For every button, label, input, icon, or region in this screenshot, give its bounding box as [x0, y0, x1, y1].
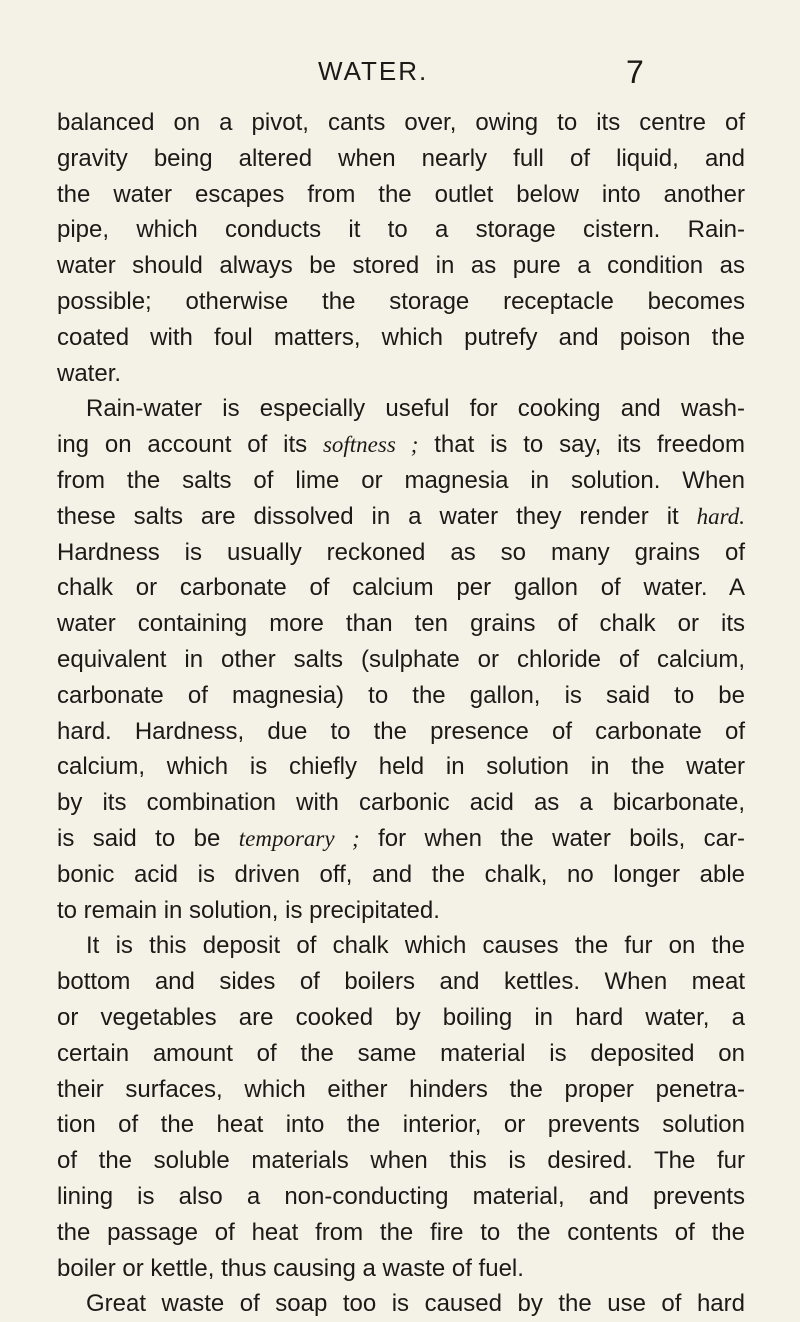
text-line — [57, 463, 745, 499]
text-line — [57, 105, 745, 141]
italic-term: hard. — [696, 503, 745, 529]
text-run: is said to be — [57, 824, 239, 852]
text-line — [57, 1143, 745, 1179]
text-run: that is to say, its freedom — [418, 431, 746, 459]
text-line — [57, 1036, 745, 1072]
text-line — [57, 284, 745, 320]
text-run: the water escapes from the outlet below into another — [57, 180, 745, 208]
text-run: water should always be stored in as pure a condition as — [57, 252, 745, 280]
text-line — [57, 893, 745, 929]
text-run: tion of the heat into the interior, or prevents solution — [57, 1111, 745, 1139]
text-run: lining is also a non-conducting material, and prevents — [57, 1182, 745, 1210]
text-line — [57, 391, 745, 427]
page-number: 7 — [626, 54, 644, 90]
text-line — [57, 212, 745, 248]
text-run: Hardness is usually reckoned as so many grains of — [57, 538, 745, 566]
text-run: or vegetables are cooked by boiling in hard water, a — [57, 1003, 745, 1031]
text-run: the passage of heat from the fire to the contents of the — [57, 1218, 745, 1246]
text-line — [57, 964, 745, 1000]
running-title: WATER. — [318, 56, 429, 86]
text-run: bonic acid is driven off, and the chalk, no longer able — [57, 860, 745, 888]
italic-term: softness ; — [322, 432, 419, 458]
text-run: their surfaces, which either hinders the proper penetra- — [57, 1075, 745, 1103]
text-run: calcium, which is chiefly held in solution in the water — [57, 753, 745, 781]
text-line — [57, 642, 745, 678]
text-line — [57, 320, 745, 356]
text-line — [57, 248, 745, 284]
text-line — [57, 535, 745, 571]
text-line — [57, 606, 745, 642]
text-run: pipe, which conducts it to a storage cistern. Rain- — [57, 216, 745, 244]
text-run: balanced on a pivot, cants over, owing to its centre of — [57, 109, 745, 136]
text-line — [57, 1000, 745, 1036]
running-head — [0, 52, 800, 92]
text-line — [57, 177, 745, 213]
italic-term: temporary ; — [238, 825, 360, 851]
text-line — [57, 821, 745, 857]
text-run: ing on account of its — [57, 431, 323, 459]
text-line — [57, 1215, 745, 1251]
text-line — [57, 570, 745, 606]
text-run: to remain in solution, is precipitated. — [57, 896, 440, 924]
text-line — [57, 714, 745, 750]
text-line — [57, 356, 745, 392]
text-line — [57, 1107, 745, 1143]
text-run: bottom and sides of boilers and kettles. When meat — [57, 968, 745, 996]
text-line — [57, 1179, 745, 1215]
text-run: water. — [57, 359, 122, 387]
text-run: certain amount of the same material is deposited on — [57, 1039, 745, 1067]
text-run: by its combination with carbonic acid as a bicarbonate, — [57, 789, 745, 817]
text-run: It is this deposit of chalk which causes the fur on the — [86, 932, 745, 960]
text-run: these salts are dissolved in a water they render it — [57, 502, 697, 530]
text-line — [57, 141, 745, 177]
text-run: carbonate of magnesia) to the gallon, is said to be — [57, 681, 745, 709]
text-line — [57, 1251, 745, 1287]
text-line — [57, 427, 745, 463]
text-line — [57, 928, 745, 964]
text-run: from the salts of lime or magnesia in solution. When — [57, 466, 745, 494]
text-run: boiler or kettle, thus causing a waste of fuel. — [57, 1254, 524, 1282]
text-run: coated with foul matters, which putrefy and poison the — [57, 323, 745, 351]
text-run: Great waste of soap too is caused by the use of hard — [86, 1290, 745, 1318]
text-line — [57, 857, 745, 893]
text-run: water containing more than ten grains of chalk or its — [57, 610, 745, 638]
text-line — [57, 499, 745, 535]
text-line — [57, 785, 745, 821]
text-run: equivalent in other salts (sulphate or chloride of calcium, — [57, 645, 745, 673]
text-run: chalk or carbonate of calcium per gallon of water. A — [57, 574, 745, 602]
text-run: hard. Hardness, due to the presence of carbonate of — [57, 717, 745, 745]
text-run: possible; otherwise the storage receptacle becomes — [57, 287, 745, 315]
text-line — [57, 1072, 745, 1108]
text-line — [57, 1286, 745, 1322]
text-run: for when the water boils, car- — [359, 824, 745, 852]
body-text — [57, 105, 745, 1322]
text-run: of the soluble materials when this is desired. The fur — [57, 1147, 745, 1175]
text-run: Rain-water is especially useful for cooking and wash- — [86, 395, 745, 423]
text-line — [57, 678, 745, 714]
text-line — [57, 749, 745, 785]
text-run: gravity being altered when nearly full of liquid, and — [57, 144, 745, 172]
